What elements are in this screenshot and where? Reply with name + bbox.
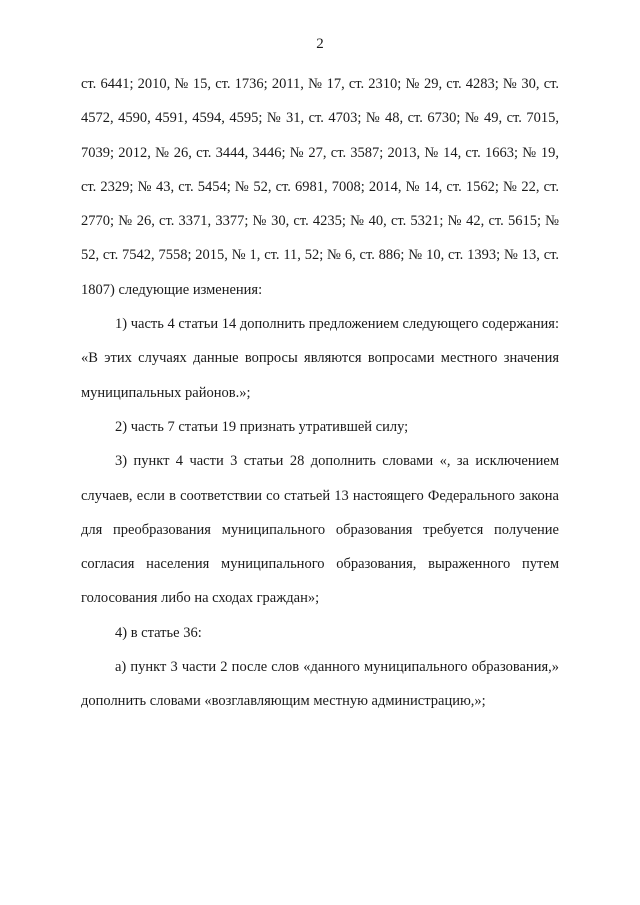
document-body — [81, 67, 559, 719]
paragraph-item-2: 2) часть 7 статьи 19 признать утратившей силу; — [115, 418, 409, 435]
paragraph-item-1: 1) часть 4 статьи 14 дополнить предложением следующего содержания: «В этих случаях данные вопросы являются вопросами местного значения муниципальных районов.»; — [81, 316, 559, 401]
page-number: 2 — [316, 36, 324, 52]
paragraph-item-3: 3) пункт 4 части 3 статьи 28 дополнить словами «, за исключением случаев, если в соответствии со статьей 13 настоящего Федерального закона для преобразования муниципального образования требуется получение согласия населения муниципального образования, выраженного путем голосования либо на сходах граждан»; — [81, 453, 559, 607]
paragraph-item-4: 4) в статье 36: — [115, 624, 202, 641]
paragraph-item-4a: а) пункт 3 части 2 после слов «данного муниципального образования,» дополнить словами «возглавляющим местную администрацию,»; — [81, 659, 559, 710]
paragraph-citations: ст. 6441; 2010, № 15, ст. 1736; 2011, № 17, ст. 2310; № 29, ст. 4283; № 30, ст. 4572, 4590, 4591, 4594, 4595; № 31, ст. 4703; № 48, ст. 6730; № 49, ст. 7015, 7039; 2012, № 26, ст. 3444, 3446; № 27, ст. 3587; 2013, № 14, ст. 1663; № 19, ст. 2329; № 43, ст. 5454; № 52, ст. 6981, 7008; 2014, № 14, ст. 1562; № 22, ст. 2770; № 26, ст. 3371, 3377; № 30, ст. 4235; № 40, ст. 5321; № 42, ст. 5615; № 52, ст. 7542, 7558; 2015, № 1, ст. 11, 52; № 6, ст. 886; № 10, ст. 1393; № 13, ст. 1807) следующие изменения: — [81, 76, 559, 298]
